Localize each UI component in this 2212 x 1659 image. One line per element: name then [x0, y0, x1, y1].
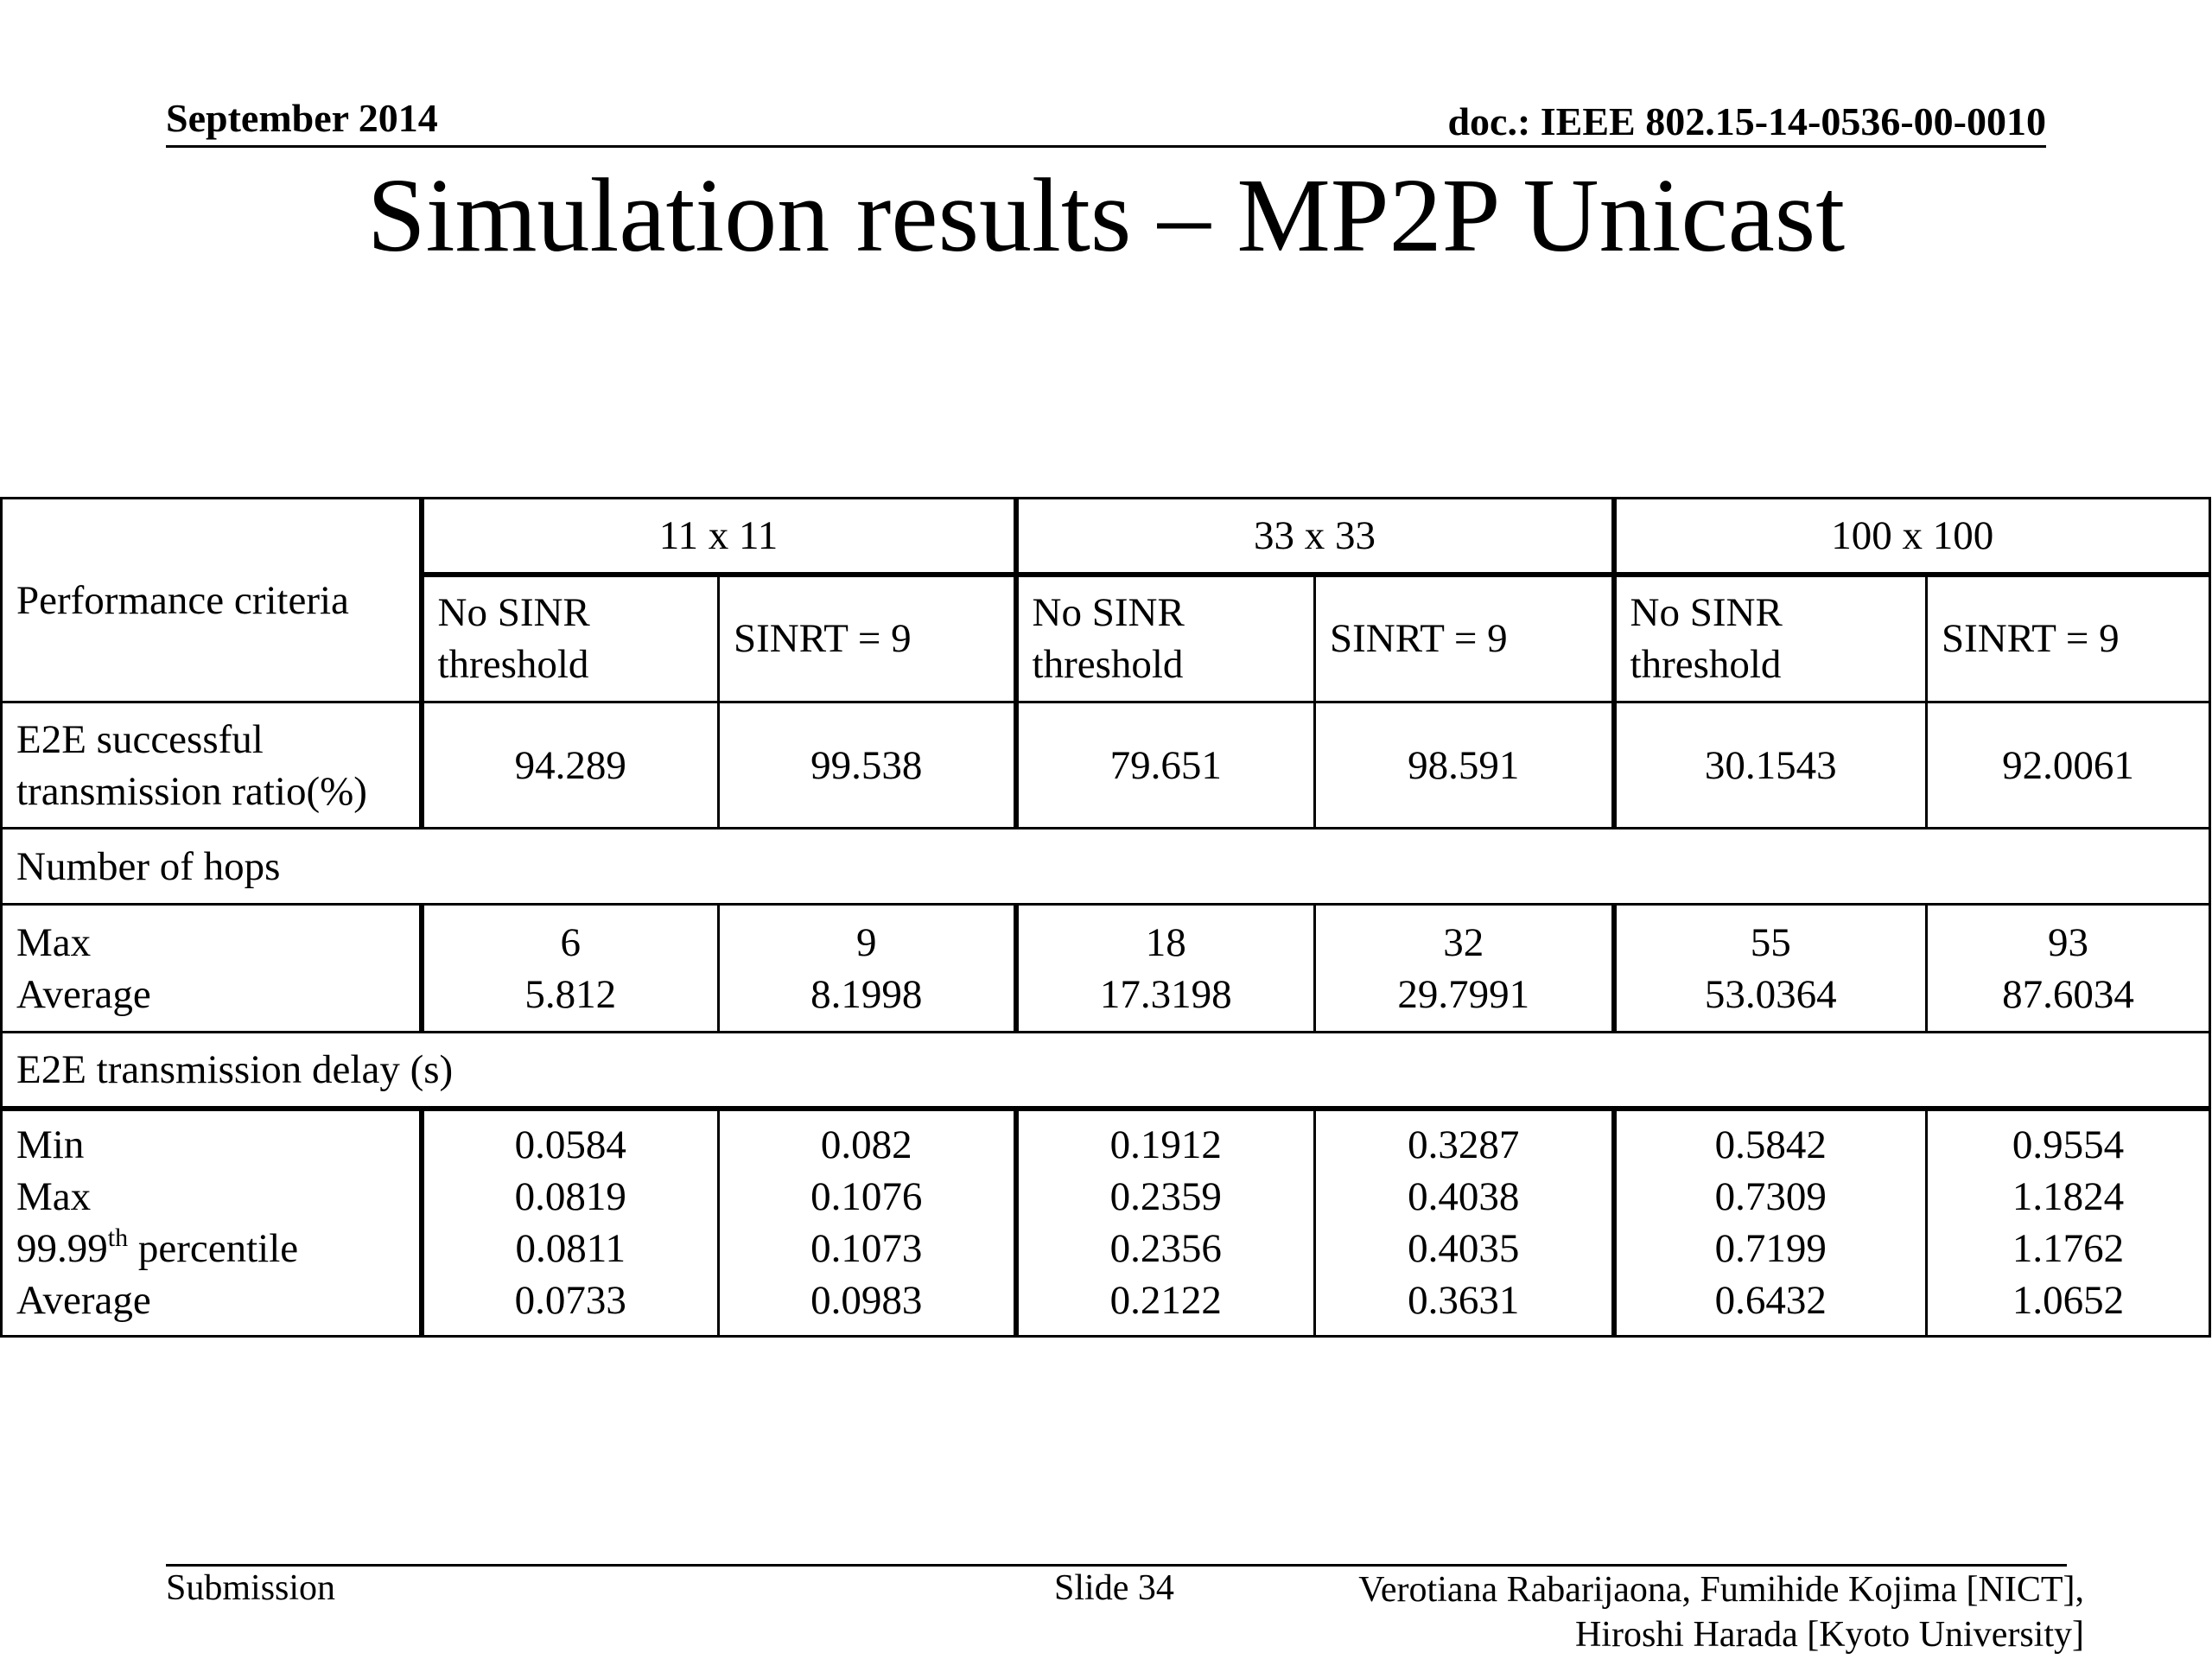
value-cell: 92.0061: [1927, 702, 2210, 829]
value-cell: 99.538: [719, 702, 1016, 829]
label-hops: Max Average: [2, 905, 422, 1033]
value-cell: 79.651: [1016, 702, 1315, 829]
value-cell: 9 8.1998: [719, 905, 1016, 1033]
section-label-hops: Number of hops: [2, 829, 2210, 905]
subheader-no-sinr: No SINR threshold: [422, 575, 719, 702]
value-cell: 0.9554 1.1824 1.1762 1.0652: [1927, 1109, 2210, 1337]
value-cell: 32 29.7991: [1315, 905, 1614, 1033]
subheader-sinrt: SINRT = 9: [719, 575, 1016, 702]
value-cell: 0.1912 0.2359 0.2356 0.2122: [1016, 1109, 1315, 1337]
row-e2e-ratio: [2, 702, 2210, 829]
section-label-delay: E2E transmission delay (s): [2, 1033, 2210, 1109]
value-cell: 0.082 0.1076 0.1073 0.0983: [719, 1109, 1016, 1337]
header-doc-id: doc.: IEEE 802.15-14-0536-00-0010: [1447, 99, 2046, 143]
label-e2e-ratio: E2E successful transmission ratio(%): [2, 702, 422, 829]
value-cell: 6 5.812: [422, 905, 719, 1033]
grid-header-100: 100 x 100: [1614, 499, 2210, 575]
subheader-sinrt: SINRT = 9: [1315, 575, 1614, 702]
section-row-delay: [2, 1033, 2210, 1109]
value-cell: 0.0584 0.0819 0.0811 0.0733: [422, 1109, 719, 1337]
subheader-no-sinr: No SINR threshold: [1016, 575, 1315, 702]
criteria-header: Performance criteria: [2, 499, 422, 702]
label-delay: Min Max 99.99th percentile Average: [2, 1109, 422, 1337]
row-delay: [2, 1109, 2210, 1337]
grid-header-33: 33 x 33: [1016, 499, 1614, 575]
footer-submission: Submission: [166, 1568, 336, 1608]
slide-title: Simulation results – MP2P Unicast: [366, 157, 1846, 274]
value-cell: 94.289: [422, 702, 719, 829]
header-rule: [166, 145, 2046, 148]
value-cell: 18 17.3198: [1016, 905, 1315, 1033]
value-cell: 55 53.0364: [1614, 905, 1927, 1033]
row-hops: [2, 905, 2210, 1033]
grid-header-11: 11 x 11: [422, 499, 1016, 575]
subheader-no-sinr: No SINR threshold: [1614, 575, 1927, 702]
value-cell: 93 87.6034: [1927, 905, 2210, 1033]
footer-rule: [166, 1564, 2067, 1567]
subheader-sinrt: SINRT = 9: [1927, 575, 2210, 702]
footer-slide-number: Slide 34: [1054, 1568, 1174, 1608]
value-cell: 0.3287 0.4038 0.4035 0.3631: [1315, 1109, 1614, 1337]
results-table: [0, 497, 2211, 1338]
section-row-hops: [2, 829, 2210, 905]
value-cell: 30.1543: [1614, 702, 1927, 829]
header-row-grid: [2, 499, 2210, 575]
footer-authors: Verotiana Rabarijaona, Fumihide Kojima [NICT], Hiroshi Harada [Kyoto University]: [1358, 1570, 2084, 1655]
header-date: September 2014: [166, 96, 438, 140]
value-cell: 98.591: [1315, 702, 1614, 829]
value-cell: 0.5842 0.7309 0.7199 0.6432: [1614, 1109, 1927, 1337]
